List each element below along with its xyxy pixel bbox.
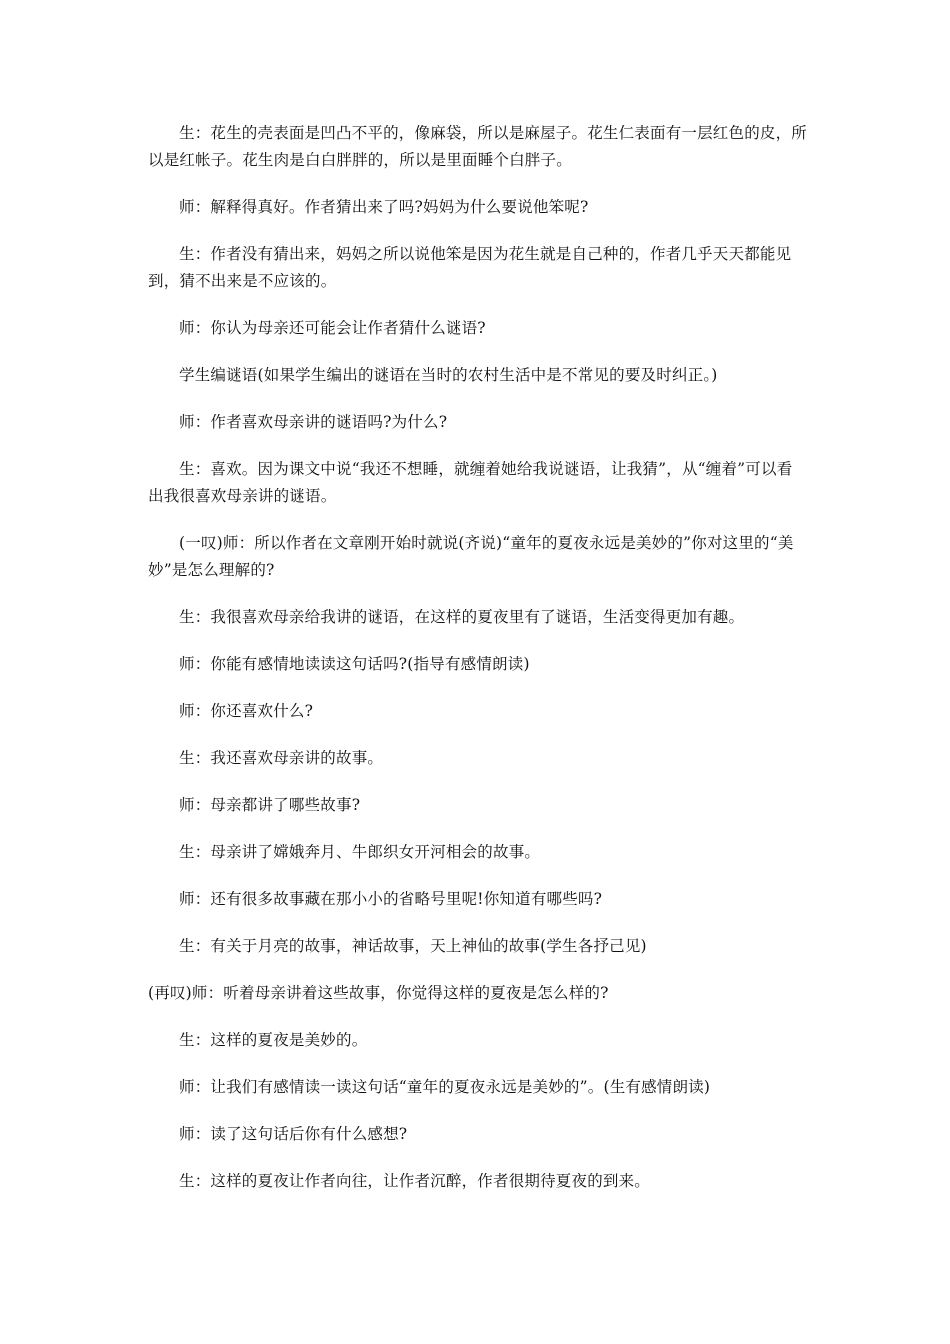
paragraph: 生：喜欢。因为课文中说“我还不想睡，就缠着她给我说谜语，让我猜”，从“缠着”可以看出我很喜欢母亲讲的谜语。	[148, 460, 793, 505]
paragraph: 师：让我们有感情读一读这句话“童年的夏夜永远是美妙的”。(生有感情朗读)	[179, 1078, 711, 1096]
paragraph: 师：你还喜欢什么?	[179, 702, 314, 720]
paragraph: 生：这样的夏夜是美妙的。	[179, 1031, 368, 1049]
paragraph: (再叹)师：听着母亲讲着这些故事，你觉得这样的夏夜是怎么样的?	[148, 984, 609, 1002]
paragraph: 师：你认为母亲还可能会让作者猜什么谜语?	[179, 319, 486, 337]
paragraph: 师：作者喜欢母亲讲的谜语吗?为什么?	[179, 413, 448, 431]
paragraph: 师：还有很多故事藏在那小小的省略号里呢!你知道有哪些吗?	[179, 890, 603, 908]
paragraph: 师：解释得真好。作者猜出来了吗?妈妈为什么要说他笨呢?	[179, 198, 589, 216]
paragraph: 师：读了这句话后你有什么感想?	[179, 1125, 408, 1143]
paragraph: 师：你能有感情地读读这句话吗?(指导有感情朗读)	[179, 655, 530, 673]
paragraph: 学生编谜语(如果学生编出的谜语在当时的农村生活中是不常见的要及时纠正。)	[179, 366, 718, 384]
paragraph: 生：母亲讲了嫦娥奔月、牛郎织女开河相会的故事。	[179, 843, 541, 861]
paragraph: 生：我很喜欢母亲给我讲的谜语，在这样的夏夜里有了谜语，生活变得更加有趣。	[179, 608, 745, 626]
paragraph: (一叹)师：所以作者在文章刚开始时就说(齐说)“童年的夏夜永远是美妙的”你对这里的“美妙”是怎么理解的?	[148, 534, 794, 579]
paragraph: 生：我还喜欢母亲讲的故事。	[179, 749, 384, 767]
paragraph: 生：这样的夏夜让作者向往，让作者沉醉，作者很期待夏夜的到来。	[179, 1172, 651, 1190]
paragraph: 生：花生的壳表面是凹凸不平的，像麻袋，所以是麻屋子。花生仁表面有一层红色的皮，所以是红帐子。花生肉是白白胖胖的，所以是里面睡个白胖子。	[148, 124, 808, 169]
document-body	[148, 120, 808, 1215]
paragraph: 生：作者没有猜出来，妈妈之所以说他笨是因为花生就是自己种的，作者几乎天天都能见到，猜不出来是不应该的。	[148, 245, 792, 290]
paragraph: 生：有关于月亮的故事，神话故事，天上神仙的故事(学生各抒己见)	[179, 937, 647, 955]
paragraph: 师：母亲都讲了哪些故事?	[179, 796, 361, 814]
